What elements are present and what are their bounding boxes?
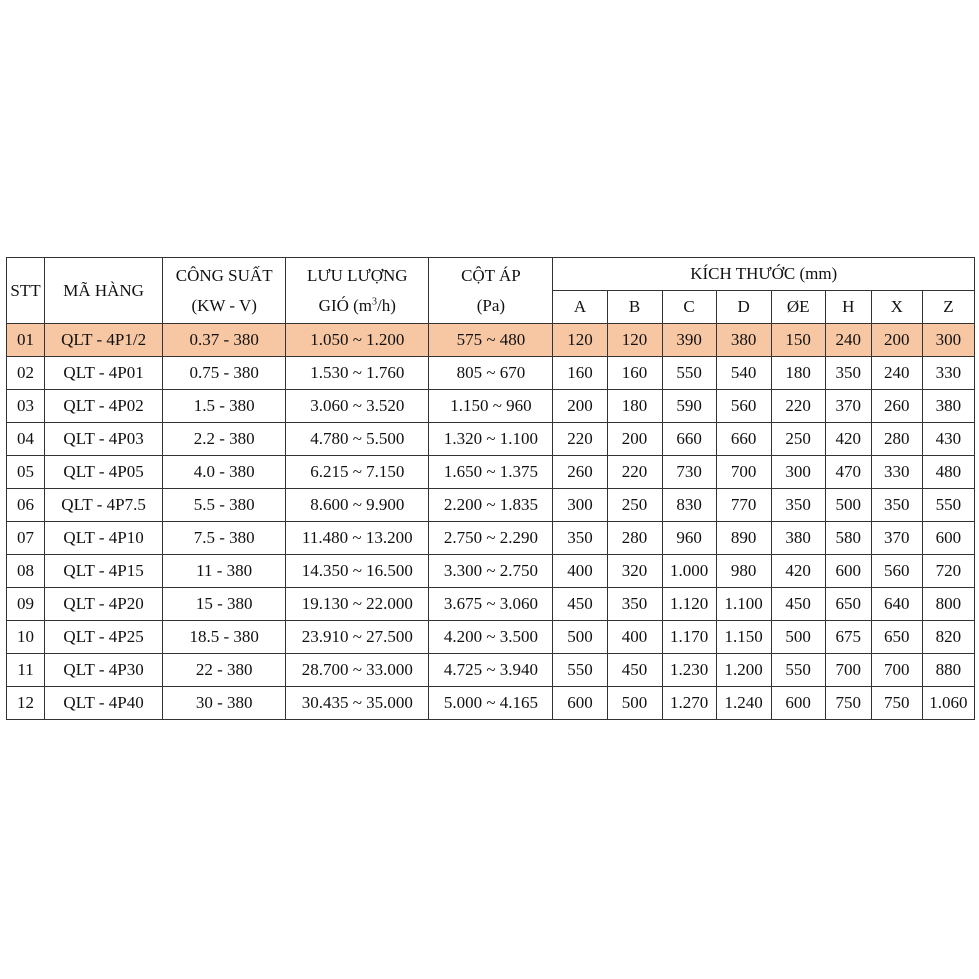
table-header: [7, 258, 975, 324]
cell-dim-c: 1.230: [662, 654, 716, 687]
cell-cong-suat: 22 - 380: [163, 654, 286, 687]
cell-dim-e: 450: [771, 588, 825, 621]
cell-dim-c: 830: [662, 489, 716, 522]
table-row: [7, 687, 975, 720]
cell-dim-h: 500: [825, 489, 871, 522]
cell-cong-suat: 4.0 - 380: [163, 456, 286, 489]
cell-ma-hang: QLT - 4P20: [45, 588, 163, 621]
cell-ma-hang: QLT - 4P7.5: [45, 489, 163, 522]
cell-ma-hang: QLT - 4P15: [45, 555, 163, 588]
cell-dim-x: 280: [871, 423, 922, 456]
cell-dim-a: 300: [553, 489, 607, 522]
cell-luu-luong: 8.600 ~ 9.900: [286, 489, 429, 522]
cell-cot-ap: 2.200 ~ 1.835: [429, 489, 553, 522]
cell-ma-hang: QLT - 4P25: [45, 621, 163, 654]
cell-dim-z: 800: [922, 588, 974, 621]
cell-dim-z: 720: [922, 555, 974, 588]
cell-dim-z: 820: [922, 621, 974, 654]
cell-cot-ap: 805 ~ 670: [429, 357, 553, 390]
cell-dim-c: 660: [662, 423, 716, 456]
cell-luu-luong: 19.130 ~ 22.000: [286, 588, 429, 621]
cell-dim-a: 200: [553, 390, 607, 423]
cell-luu-luong: 6.215 ~ 7.150: [286, 456, 429, 489]
cell-cot-ap: 5.000 ~ 4.165: [429, 687, 553, 720]
cell-dim-b: 180: [607, 390, 662, 423]
cell-dim-h: 240: [825, 324, 871, 357]
cell-dim-c: 1.270: [662, 687, 716, 720]
cell-dim-e: 150: [771, 324, 825, 357]
cell-stt: 02: [7, 357, 45, 390]
cell-dim-b: 500: [607, 687, 662, 720]
cell-stt: 08: [7, 555, 45, 588]
table-row: [7, 390, 975, 423]
cell-stt: 04: [7, 423, 45, 456]
cell-cong-suat: 5.5 - 380: [163, 489, 286, 522]
cell-cot-ap: 2.750 ~ 2.290: [429, 522, 553, 555]
cell-dim-x: 260: [871, 390, 922, 423]
cell-dim-x: 200: [871, 324, 922, 357]
cell-dim-d: 1.200: [716, 654, 771, 687]
cell-cong-suat: 1.5 - 380: [163, 390, 286, 423]
cell-dim-x: 370: [871, 522, 922, 555]
cell-dim-e: 300: [771, 456, 825, 489]
cell-stt: 09: [7, 588, 45, 621]
cell-dim-d: 380: [716, 324, 771, 357]
cell-dim-d: 1.240: [716, 687, 771, 720]
cell-cot-ap: 1.150 ~ 960: [429, 390, 553, 423]
cell-dim-z: 430: [922, 423, 974, 456]
cell-dim-h: 600: [825, 555, 871, 588]
table-row: [7, 654, 975, 687]
cell-dim-e: 350: [771, 489, 825, 522]
cell-dim-a: 260: [553, 456, 607, 489]
header-cot-ap-line1: CỘT ÁP: [461, 265, 521, 285]
cell-ma-hang: QLT - 4P30: [45, 654, 163, 687]
cell-dim-b: 220: [607, 456, 662, 489]
cell-dim-z: 330: [922, 357, 974, 390]
cell-dim-b: 160: [607, 357, 662, 390]
cell-dim-h: 750: [825, 687, 871, 720]
cell-dim-d: 770: [716, 489, 771, 522]
cell-dim-a: 350: [553, 522, 607, 555]
header-ma-hang: MÃ HÀNG: [45, 258, 163, 324]
cell-stt: 06: [7, 489, 45, 522]
header-cong-suat-line1: CÔNG SUẤT: [175, 265, 273, 285]
cell-dim-x: 560: [871, 555, 922, 588]
cell-dim-a: 450: [553, 588, 607, 621]
cell-luu-luong: 11.480 ~ 13.200: [286, 522, 429, 555]
cell-dim-a: 220: [553, 423, 607, 456]
cell-dim-z: 480: [922, 456, 974, 489]
cell-dim-x: 350: [871, 489, 922, 522]
cell-luu-luong: 1.530 ~ 1.760: [286, 357, 429, 390]
header-dim-e: ØE: [771, 291, 825, 324]
cell-dim-x: 750: [871, 687, 922, 720]
table-row: [7, 621, 975, 654]
header-cot-ap: [429, 258, 553, 324]
cell-dim-e: 250: [771, 423, 825, 456]
cell-dim-h: 650: [825, 588, 871, 621]
cell-dim-d: 890: [716, 522, 771, 555]
cell-dim-c: 1.000: [662, 555, 716, 588]
cell-dim-a: 400: [553, 555, 607, 588]
cell-dim-a: 120: [553, 324, 607, 357]
table-row: [7, 456, 975, 489]
cell-dim-b: 250: [607, 489, 662, 522]
cell-stt: 01: [7, 324, 45, 357]
table-row: [7, 522, 975, 555]
cell-cong-suat: 2.2 - 380: [163, 423, 286, 456]
cell-dim-b: 200: [607, 423, 662, 456]
cell-cot-ap: 4.725 ~ 3.940: [429, 654, 553, 687]
cell-dim-a: 550: [553, 654, 607, 687]
cell-luu-luong: 1.050 ~ 1.200: [286, 324, 429, 357]
cell-dim-c: 550: [662, 357, 716, 390]
cell-dim-c: 1.170: [662, 621, 716, 654]
cell-dim-b: 450: [607, 654, 662, 687]
cell-dim-x: 700: [871, 654, 922, 687]
cell-dim-d: 700: [716, 456, 771, 489]
cell-dim-d: 540: [716, 357, 771, 390]
cell-stt: 07: [7, 522, 45, 555]
header-dim-h: H: [825, 291, 871, 324]
cell-dim-z: 380: [922, 390, 974, 423]
cell-ma-hang: QLT - 4P10: [45, 522, 163, 555]
cell-dim-a: 160: [553, 357, 607, 390]
cell-dim-e: 550: [771, 654, 825, 687]
header-luu-luong-line2: GIÓ $(m^3/h)$: [318, 295, 396, 315]
header-stt: STT: [7, 258, 45, 324]
cell-dim-h: 370: [825, 390, 871, 423]
header-kich-thuoc: KÍCH THƯỚC (mm): [553, 258, 975, 291]
cell-luu-luong: 4.780 ~ 5.500: [286, 423, 429, 456]
cell-dim-e: 180: [771, 357, 825, 390]
cell-dim-x: 650: [871, 621, 922, 654]
cell-dim-d: 660: [716, 423, 771, 456]
cell-cot-ap: 575 ~ 480: [429, 324, 553, 357]
header-luu-luong-line1: LƯU LƯỢNG: [307, 265, 408, 285]
table-row: [7, 324, 975, 357]
cell-luu-luong: 23.910 ~ 27.500: [286, 621, 429, 654]
header-luu-luong: [286, 258, 429, 324]
cell-cong-suat: 18.5 - 380: [163, 621, 286, 654]
cell-dim-c: 590: [662, 390, 716, 423]
cell-cong-suat: 7.5 - 380: [163, 522, 286, 555]
cell-dim-e: 420: [771, 555, 825, 588]
cell-dim-b: 350: [607, 588, 662, 621]
cell-cot-ap: 1.650 ~ 1.375: [429, 456, 553, 489]
cell-dim-a: 500: [553, 621, 607, 654]
cell-ma-hang: QLT - 4P01: [45, 357, 163, 390]
cell-dim-e: 380: [771, 522, 825, 555]
cell-dim-c: 960: [662, 522, 716, 555]
cell-cot-ap: 1.320 ~ 1.100: [429, 423, 553, 456]
cell-stt: 05: [7, 456, 45, 489]
cell-dim-b: 400: [607, 621, 662, 654]
cell-ma-hang: QLT - 4P40: [45, 687, 163, 720]
cell-luu-luong: 14.350 ~ 16.500: [286, 555, 429, 588]
cell-ma-hang: QLT - 4P02: [45, 390, 163, 423]
cell-dim-b: 280: [607, 522, 662, 555]
cell-dim-z: 1.060: [922, 687, 974, 720]
cell-dim-c: 390: [662, 324, 716, 357]
cell-dim-z: 550: [922, 489, 974, 522]
cell-dim-h: 350: [825, 357, 871, 390]
header-dim-d: D: [716, 291, 771, 324]
cell-ma-hang: QLT - 4P03: [45, 423, 163, 456]
cell-dim-z: 880: [922, 654, 974, 687]
table-row: [7, 555, 975, 588]
header-dim-x: X: [871, 291, 922, 324]
table-row: [7, 489, 975, 522]
header-dim-c: C: [662, 291, 716, 324]
cell-dim-d: 1.150: [716, 621, 771, 654]
cell-dim-b: 320: [607, 555, 662, 588]
spec-table: [6, 257, 975, 720]
cell-stt: 10: [7, 621, 45, 654]
cell-stt: 12: [7, 687, 45, 720]
cell-dim-h: 580: [825, 522, 871, 555]
cell-stt: 03: [7, 390, 45, 423]
cell-dim-d: 980: [716, 555, 771, 588]
cell-dim-h: 700: [825, 654, 871, 687]
header-dim-b: B: [607, 291, 662, 324]
cell-dim-d: 560: [716, 390, 771, 423]
cell-dim-e: 500: [771, 621, 825, 654]
cell-luu-luong: 3.060 ~ 3.520: [286, 390, 429, 423]
cell-cong-suat: 11 - 380: [163, 555, 286, 588]
cell-cot-ap: 3.675 ~ 3.060: [429, 588, 553, 621]
cell-ma-hang: QLT - 4P1/2: [45, 324, 163, 357]
header-cong-suat: [163, 258, 286, 324]
header-dim-a: A: [553, 291, 607, 324]
cell-dim-h: 420: [825, 423, 871, 456]
header-cong-suat-line2: (KW - V): [191, 295, 257, 315]
cell-dim-x: 240: [871, 357, 922, 390]
table-row: [7, 357, 975, 390]
cell-dim-z: 300: [922, 324, 974, 357]
cell-cong-suat: 30 - 380: [163, 687, 286, 720]
header-cot-ap-line2: (Pa): [476, 295, 506, 315]
cell-dim-c: 1.120: [662, 588, 716, 621]
cell-dim-x: 330: [871, 456, 922, 489]
cell-luu-luong: 30.435 ~ 35.000: [286, 687, 429, 720]
cell-dim-b: 120: [607, 324, 662, 357]
table-row: [7, 588, 975, 621]
cell-dim-z: 600: [922, 522, 974, 555]
table-body: [7, 324, 975, 720]
cell-dim-a: 600: [553, 687, 607, 720]
cell-dim-e: 600: [771, 687, 825, 720]
cell-cong-suat: 0.75 - 380: [163, 357, 286, 390]
header-dim-z: Z: [922, 291, 974, 324]
cell-luu-luong: 28.700 ~ 33.000: [286, 654, 429, 687]
cell-cot-ap: 4.200 ~ 3.500: [429, 621, 553, 654]
cell-dim-x: 640: [871, 588, 922, 621]
cell-dim-d: 1.100: [716, 588, 771, 621]
cell-cong-suat: 15 - 380: [163, 588, 286, 621]
cell-dim-e: 220: [771, 390, 825, 423]
cell-ma-hang: QLT - 4P05: [45, 456, 163, 489]
cell-cot-ap: 3.300 ~ 2.750: [429, 555, 553, 588]
cell-dim-h: 675: [825, 621, 871, 654]
cell-dim-h: 470: [825, 456, 871, 489]
table-row: [7, 423, 975, 456]
cell-cong-suat: 0.37 - 380: [163, 324, 286, 357]
cell-stt: 11: [7, 654, 45, 687]
cell-dim-c: 730: [662, 456, 716, 489]
